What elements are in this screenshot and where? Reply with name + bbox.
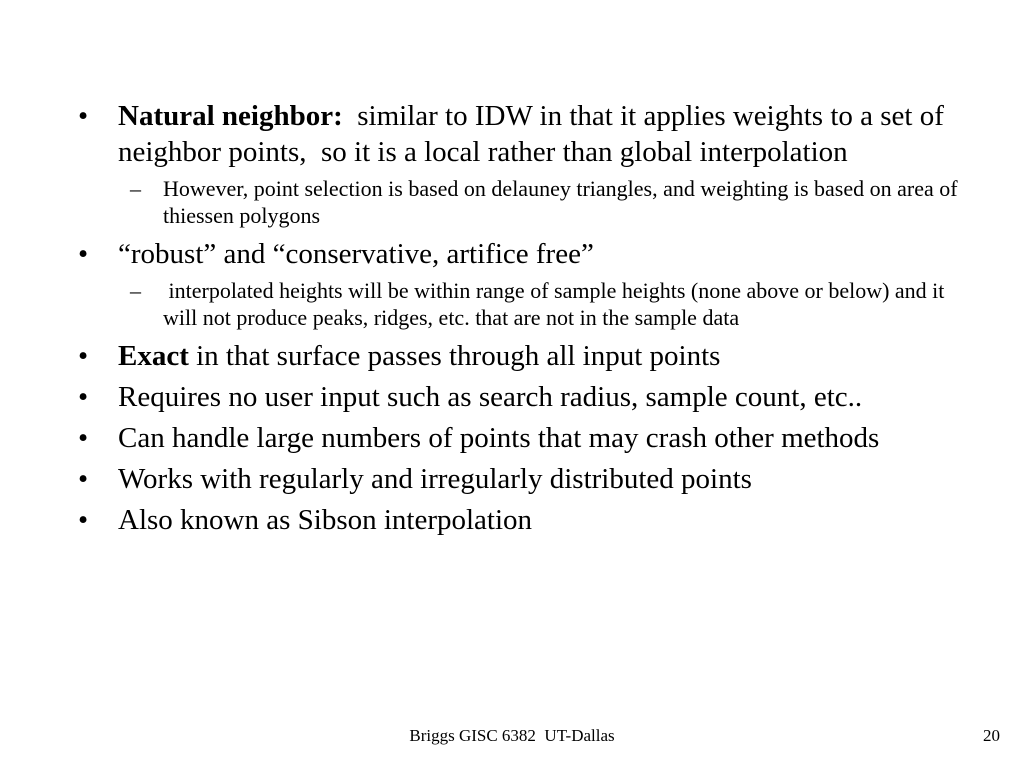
bullet-marker: •: [78, 340, 89, 372]
bullet-natural-neighbor: [78, 98, 958, 170]
bullet-text: “robust” and “conservative, artifice free”: [118, 238, 594, 270]
bullet-bold-term: Exact: [118, 340, 189, 372]
bullet-text: Requires no user input such as search radius, sample count, etc..: [118, 381, 863, 413]
subbullet-marker: –: [130, 176, 141, 201]
bullet-marker: •: [78, 504, 89, 536]
footer-text: Briggs GISC 6382 UT-Dallas: [409, 726, 615, 745]
bullet-text: Can handle large numbers of points that may crash other methods: [118, 422, 880, 454]
bullet-exact: [78, 338, 958, 374]
bullet-no-user-input: [78, 379, 958, 415]
subbullet-point-selection: [78, 175, 958, 229]
subbullet-list: [78, 175, 958, 229]
subbullet-text: However, point selection is based on delauney triangles, and weighting is based on area of thiessen polygons: [163, 176, 958, 228]
bullet-sibson: [78, 502, 958, 538]
bullet-text: Works with regularly and irregularly distributed points: [118, 463, 752, 495]
bullet-large-numbers: [78, 420, 958, 456]
page-number: 20: [983, 726, 1000, 745]
bullet-distributed-points: [78, 461, 958, 497]
bullet-text: in that surface passes through all input points: [188, 340, 721, 372]
bullet-marker: •: [78, 238, 89, 270]
subbullet-marker: –: [130, 278, 141, 303]
subbullet-text: interpolated heights will be within range of sample heights (none above or below) and it will not produce peaks, ridges, etc. that are not in the sample data: [163, 278, 950, 330]
subbullet-list: [78, 277, 958, 331]
subbullet-interpolated-heights: [78, 277, 958, 331]
bullet-bold-term: Natural neighbor:: [118, 100, 343, 132]
bullet-marker: •: [78, 100, 89, 132]
slide-body: [78, 98, 958, 543]
bullet-robust: [78, 236, 958, 272]
bullet-marker: •: [78, 463, 89, 495]
bullet-marker: •: [78, 381, 89, 413]
bullet-marker: •: [78, 422, 89, 454]
bullet-text: similar to IDW in that it applies weights to a set of neighbor points, so it is a local rather than global interpolation: [118, 100, 952, 168]
bullet-text: Also known as Sibson interpolation: [118, 504, 533, 536]
